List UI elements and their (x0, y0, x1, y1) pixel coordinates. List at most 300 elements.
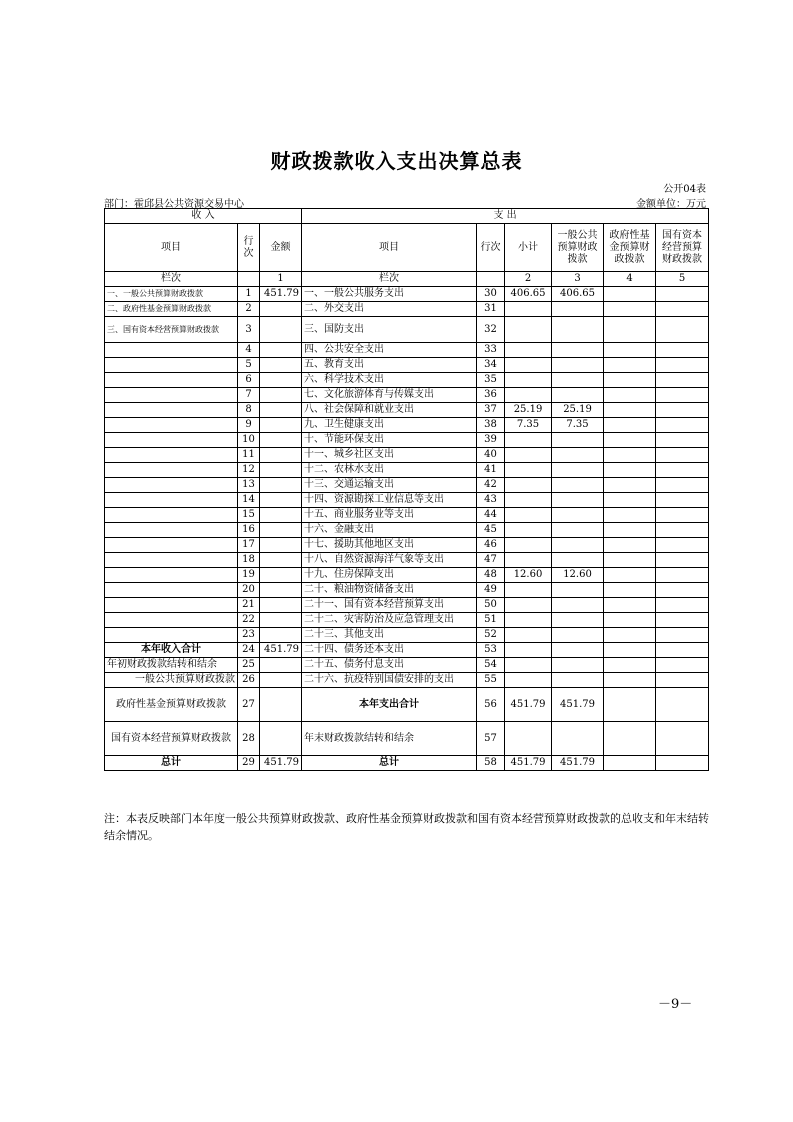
subtotal-cell (505, 538, 552, 553)
subtotal-cell (505, 317, 552, 343)
table-row (105, 373, 709, 388)
state-capital-cell (656, 403, 709, 418)
table-row (105, 643, 709, 658)
state-capital-cell (656, 613, 709, 628)
income-column-label: 栏次 (105, 272, 238, 287)
table-row (105, 448, 709, 463)
income-item: 一、一般公共预算财政拨款 (105, 287, 238, 302)
state-capital-cell (656, 756, 709, 771)
table-row (105, 553, 709, 568)
expense-item: 十八、自然资源海洋气象等支出 (302, 553, 477, 568)
income-amount (260, 538, 302, 553)
state-capital-cell (656, 553, 709, 568)
general-budget-cell (552, 643, 604, 658)
expense-line: 36 (477, 388, 505, 403)
income-item (105, 478, 238, 493)
expense-item: 十、节能环保支出 (302, 433, 477, 448)
subtotal-cell: 406.65 (505, 287, 552, 302)
state-capital-cell (656, 373, 709, 388)
subtotal-cell (505, 493, 552, 508)
form-number: 公开04表 (663, 184, 706, 195)
table-row (105, 302, 709, 317)
general-budget-cell (552, 358, 604, 373)
fund-budget-cell (604, 643, 656, 658)
subtotal-cell: 7.35 (505, 418, 552, 433)
general-budget-cell (552, 493, 604, 508)
income-amount (260, 493, 302, 508)
fund-budget-cell (604, 613, 656, 628)
general-budget-cell (552, 478, 604, 493)
general-budget-cell (552, 628, 604, 643)
income-amount (260, 688, 302, 722)
expense-line: 31 (477, 302, 505, 317)
expense-line: 34 (477, 358, 505, 373)
general-budget-cell (552, 658, 604, 673)
subtotal-cell (505, 673, 552, 688)
table-row (105, 722, 709, 756)
income-line: 7 (238, 388, 260, 403)
general-budget-cell (552, 508, 604, 523)
income-item (105, 403, 238, 418)
state-capital-cell (656, 287, 709, 302)
income-line: 27 (238, 688, 260, 722)
expense-item: 本年支出合计 (302, 688, 477, 722)
income-line: 12 (238, 463, 260, 478)
expense-item: 十二、农林水支出 (302, 463, 477, 478)
general-budget-cell (552, 553, 604, 568)
subtotal-cell (505, 373, 552, 388)
income-item (105, 613, 238, 628)
income-item (105, 508, 238, 523)
table-row (105, 583, 709, 598)
table-row (105, 418, 709, 433)
general-budget-cell: 406.65 (552, 287, 604, 302)
fund-budget-cell (604, 343, 656, 358)
income-line: 5 (238, 358, 260, 373)
column-number: 5 (656, 272, 709, 287)
state-capital-cell (656, 523, 709, 538)
fund-budget-cell (604, 523, 656, 538)
amount-unit-label: 金额单位：万元 (636, 199, 706, 210)
subtotal-cell (505, 302, 552, 317)
income-item (105, 598, 238, 613)
general-budget-cell: 7.35 (552, 418, 604, 433)
expense-item: 十七、援助其他地区支出 (302, 538, 477, 553)
income-item: 三、国有资本经营预算财政拨款 (105, 317, 238, 343)
income-line-header: 行次 (238, 224, 260, 272)
expense-item: 六、科学技术支出 (302, 373, 477, 388)
income-amount (260, 658, 302, 673)
income-line: 9 (238, 418, 260, 433)
income-line: 25 (238, 658, 260, 673)
fund-budget-cell (604, 658, 656, 673)
income-item (105, 568, 238, 583)
table-row (105, 287, 709, 302)
general-budget-cell: 12.60 (552, 568, 604, 583)
subtotal-cell: 12.60 (505, 568, 552, 583)
subtotal-header: 小计 (505, 224, 552, 272)
table-row (105, 433, 709, 448)
expense-item: 二十一、国有资本经营预算支出 (302, 598, 477, 613)
income-amount (260, 403, 302, 418)
expense-line: 55 (477, 673, 505, 688)
expense-column-label: 栏次 (302, 272, 477, 287)
state-capital-cell (656, 628, 709, 643)
page-number: －9－ (658, 997, 693, 1012)
income-item (105, 373, 238, 388)
expense-line-header: 行次 (477, 224, 505, 272)
fund-budget-cell (604, 478, 656, 493)
expense-item: 三、国防支出 (302, 317, 477, 343)
state-capital-header: 国有资本经营预算财政拨款 (656, 224, 709, 272)
subtotal-cell (505, 613, 552, 628)
income-amount (260, 613, 302, 628)
state-capital-cell (656, 463, 709, 478)
general-budget-cell: 25.19 (552, 403, 604, 418)
expense-line: 39 (477, 433, 505, 448)
income-item: 二、政府性基金预算财政拨款 (105, 302, 238, 317)
expense-line: 52 (477, 628, 505, 643)
fund-budget-cell (604, 583, 656, 598)
state-capital-cell (656, 433, 709, 448)
fiscal-summary-table (104, 208, 709, 771)
fund-budget-cell (604, 553, 656, 568)
expense-item-header: 项目 (302, 224, 477, 272)
fund-budget-cell (604, 628, 656, 643)
fund-budget-cell (604, 538, 656, 553)
income-line: 6 (238, 373, 260, 388)
income-amount (260, 598, 302, 613)
expense-line: 43 (477, 493, 505, 508)
expense-line: 35 (477, 373, 505, 388)
column-number: 3 (552, 272, 604, 287)
subtotal-cell (505, 388, 552, 403)
income-amount (260, 673, 302, 688)
state-capital-cell (656, 343, 709, 358)
expense-line: 33 (477, 343, 505, 358)
table-row (105, 403, 709, 418)
subtotal-cell: 451.79 (505, 688, 552, 722)
table-row (105, 613, 709, 628)
income-line: 19 (238, 568, 260, 583)
fund-budget-cell (604, 756, 656, 771)
income-line: 13 (238, 478, 260, 493)
table-row (105, 317, 709, 343)
income-item (105, 493, 238, 508)
page-title: 财政拨款收入支出决算总表 (270, 149, 523, 173)
table-row (105, 493, 709, 508)
table-row (105, 358, 709, 373)
income-item (105, 343, 238, 358)
expense-item: 十一、城乡社区支出 (302, 448, 477, 463)
fund-budget-cell (604, 317, 656, 343)
income-line: 29 (238, 756, 260, 771)
expense-line: 57 (477, 722, 505, 756)
subtotal-cell (505, 463, 552, 478)
income-line: 17 (238, 538, 260, 553)
expense-item: 十九、住房保障支出 (302, 568, 477, 583)
expense-item: 二十五、债务付息支出 (302, 658, 477, 673)
income-line: 22 (238, 613, 260, 628)
income-line: 24 (238, 643, 260, 658)
income-item: 本年收入合计 (105, 643, 238, 658)
subtotal-cell (505, 343, 552, 358)
income-amount (260, 302, 302, 317)
fund-budget-cell (604, 358, 656, 373)
expense-line: 46 (477, 538, 505, 553)
income-item (105, 628, 238, 643)
state-capital-cell (656, 688, 709, 722)
income-section-header: 收 入 (105, 209, 302, 224)
income-amount (260, 343, 302, 358)
expense-item: 十四、资源勘探工业信息等支出 (302, 493, 477, 508)
income-line: 14 (238, 493, 260, 508)
income-amount (260, 508, 302, 523)
fund-budget-cell (604, 388, 656, 403)
general-budget-cell (552, 343, 604, 358)
expense-line: 44 (477, 508, 505, 523)
table-note: 注：本表反映部门本年度一般公共预算财政拨款、政府性基金预算财政拨款和国有资本经营预算财政拨款的总收支和年末结转结余情况。 (104, 812, 709, 842)
general-budget-cell: 451.79 (552, 688, 604, 722)
state-capital-cell (656, 478, 709, 493)
table-row (105, 508, 709, 523)
income-amount (260, 373, 302, 388)
subtotal-cell (505, 523, 552, 538)
income-amount (260, 523, 302, 538)
income-item (105, 553, 238, 568)
income-amount (260, 358, 302, 373)
income-line: 10 (238, 433, 260, 448)
fund-budget-cell (604, 673, 656, 688)
fund-budget-cell (604, 688, 656, 722)
state-capital-cell (656, 508, 709, 523)
income-item: 国有资本经营预算财政拨款 (105, 722, 238, 756)
expense-item: 一、一般公共服务支出 (302, 287, 477, 302)
income-line: 15 (238, 508, 260, 523)
subtotal-cell (505, 583, 552, 598)
income-item (105, 463, 238, 478)
income-line: 11 (238, 448, 260, 463)
subtotal-cell (505, 722, 552, 756)
general-budget-cell: 451.79 (552, 756, 604, 771)
income-line: 2 (238, 302, 260, 317)
table-row (105, 478, 709, 493)
income-item (105, 418, 238, 433)
fund-budget-cell (604, 448, 656, 463)
income-item: 总计 (105, 756, 238, 771)
general-budget-header: 一般公共预算财政拨款 (552, 224, 604, 272)
table-row (105, 598, 709, 613)
expense-line: 53 (477, 643, 505, 658)
income-item (105, 538, 238, 553)
expense-line: 42 (477, 478, 505, 493)
expense-item: 总计 (302, 756, 477, 771)
subtotal-cell (505, 448, 552, 463)
department-label: 部门：霍邱县公共资源交易中心 (104, 199, 244, 210)
income-line: 3 (238, 317, 260, 343)
expense-item: 二十三、其他支出 (302, 628, 477, 643)
general-budget-cell (552, 583, 604, 598)
expense-line: 54 (477, 658, 505, 673)
income-amount (260, 418, 302, 433)
income-amount: 451.79 (260, 287, 302, 302)
income-amount (260, 722, 302, 756)
income-line: 8 (238, 403, 260, 418)
fund-budget-cell (604, 463, 656, 478)
state-capital-cell (656, 388, 709, 403)
state-capital-cell (656, 493, 709, 508)
fund-budget-cell (604, 508, 656, 523)
income-line: 21 (238, 598, 260, 613)
expense-line: 45 (477, 523, 505, 538)
income-amount-header: 金额 (260, 224, 302, 272)
table-row (105, 343, 709, 358)
state-capital-cell (656, 583, 709, 598)
subtotal-cell (505, 478, 552, 493)
expense-line: 48 (477, 568, 505, 583)
income-item: 年初财政拨款结转和结余 (105, 658, 238, 673)
income-item (105, 358, 238, 373)
state-capital-cell (656, 418, 709, 433)
income-line: 28 (238, 722, 260, 756)
subtotal-cell (505, 508, 552, 523)
general-budget-cell (552, 523, 604, 538)
general-budget-cell (552, 538, 604, 553)
expense-item: 十五、商业服务业等支出 (302, 508, 477, 523)
income-amount (260, 463, 302, 478)
fund-budget-cell (604, 418, 656, 433)
income-amount: 451.79 (260, 756, 302, 771)
income-item: 一般公共预算财政拨款 (105, 673, 238, 688)
table-row (105, 538, 709, 553)
table-row (105, 688, 709, 722)
expense-item: 八、社会保障和就业支出 (302, 403, 477, 418)
state-capital-cell (656, 448, 709, 463)
table-row (105, 673, 709, 688)
state-capital-cell (656, 568, 709, 583)
state-capital-cell (656, 722, 709, 756)
expense-line: 32 (477, 317, 505, 343)
income-line: 18 (238, 553, 260, 568)
state-capital-cell (656, 643, 709, 658)
income-item (105, 448, 238, 463)
column-number: 4 (604, 272, 656, 287)
expense-item: 四、公共安全支出 (302, 343, 477, 358)
expense-item: 二十四、债务还本支出 (302, 643, 477, 658)
expense-item: 二十二、灾害防治及应急管理支出 (302, 613, 477, 628)
state-capital-cell (656, 538, 709, 553)
income-amount (260, 478, 302, 493)
table-row (105, 628, 709, 643)
income-line: 23 (238, 628, 260, 643)
expense-line: 51 (477, 613, 505, 628)
expense-line: 47 (477, 553, 505, 568)
state-capital-cell (656, 658, 709, 673)
fund-budget-cell (604, 568, 656, 583)
income-line: 4 (238, 343, 260, 358)
subtotal-cell (505, 658, 552, 673)
general-budget-cell (552, 317, 604, 343)
fund-budget-cell (604, 373, 656, 388)
income-item (105, 433, 238, 448)
income-item: 政府性基金预算财政拨款 (105, 688, 238, 722)
table-body (105, 287, 709, 771)
table-row (105, 523, 709, 538)
general-budget-cell (552, 433, 604, 448)
fund-budget-header: 政府性基金预算财政拨款 (604, 224, 656, 272)
expense-line: 40 (477, 448, 505, 463)
income-amount: 451.79 (260, 643, 302, 658)
fund-budget-cell (604, 302, 656, 317)
subtotal-cell (505, 598, 552, 613)
expense-item: 二十六、抗疫特别国债安排的支出 (302, 673, 477, 688)
expense-line: 49 (477, 583, 505, 598)
expense-line: 30 (477, 287, 505, 302)
income-amount (260, 448, 302, 463)
subtotal-cell (505, 643, 552, 658)
general-budget-cell (552, 613, 604, 628)
income-amount (260, 553, 302, 568)
fund-budget-cell (604, 493, 656, 508)
expense-item: 二、外交支出 (302, 302, 477, 317)
income-item (105, 523, 238, 538)
expense-line: 38 (477, 418, 505, 433)
column-number: 2 (505, 272, 552, 287)
income-amount (260, 433, 302, 448)
table-row (105, 388, 709, 403)
expense-section-header: 支 出 (302, 209, 709, 224)
subtotal-cell (505, 628, 552, 643)
general-budget-cell (552, 722, 604, 756)
fund-budget-cell (604, 287, 656, 302)
expense-item: 年末财政拨款结转和结余 (302, 722, 477, 756)
expense-item: 十六、金融支出 (302, 523, 477, 538)
state-capital-cell (656, 317, 709, 343)
income-amount (260, 583, 302, 598)
subtotal-cell (505, 553, 552, 568)
income-item (105, 388, 238, 403)
expense-line: 56 (477, 688, 505, 722)
income-item (105, 583, 238, 598)
income-amount (260, 568, 302, 583)
expense-item: 五、教育支出 (302, 358, 477, 373)
general-budget-cell (552, 448, 604, 463)
table-row (105, 568, 709, 583)
table-row (105, 658, 709, 673)
general-budget-cell (552, 598, 604, 613)
fund-budget-cell (604, 433, 656, 448)
income-line: 20 (238, 583, 260, 598)
table-row (105, 463, 709, 478)
expense-line: 41 (477, 463, 505, 478)
general-budget-cell (552, 388, 604, 403)
state-capital-cell (656, 598, 709, 613)
state-capital-cell (656, 673, 709, 688)
subtotal-cell: 451.79 (505, 756, 552, 771)
general-budget-cell (552, 463, 604, 478)
income-line: 16 (238, 523, 260, 538)
general-budget-cell (552, 373, 604, 388)
expense-item: 九、卫生健康支出 (302, 418, 477, 433)
income-amount (260, 317, 302, 343)
subtotal-cell (505, 433, 552, 448)
fund-budget-cell (604, 722, 656, 756)
general-budget-cell (552, 673, 604, 688)
state-capital-cell (656, 358, 709, 373)
income-item-header: 项目 (105, 224, 238, 272)
subtotal-cell: 25.19 (505, 403, 552, 418)
expense-line: 37 (477, 403, 505, 418)
